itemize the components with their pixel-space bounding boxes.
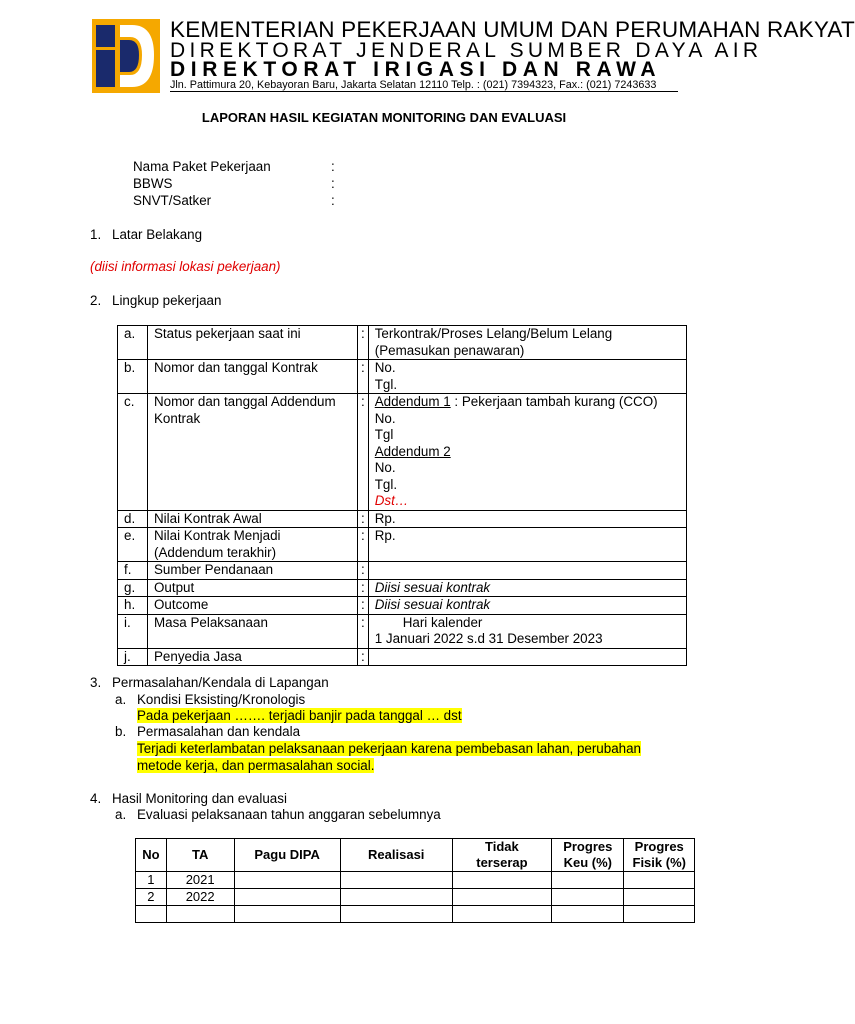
header-divider bbox=[170, 91, 678, 92]
section-number: 3. bbox=[90, 675, 102, 690]
cell-tidak-terserap bbox=[452, 906, 551, 923]
label-line: Kontrak bbox=[154, 410, 201, 426]
addendum-2-label: Addendum 2 bbox=[374, 443, 451, 459]
subsection-title-evaluasi: Evaluasi pelaksanaan tahun anggaran sebelumnya bbox=[137, 807, 441, 822]
row-value bbox=[368, 360, 686, 394]
kendala-text-line2: metode kerja, dan permasalahan social. bbox=[137, 758, 375, 773]
col-header-progres-keu bbox=[552, 839, 624, 872]
col-header-pagu: Pagu DIPA bbox=[234, 839, 340, 872]
col-header-ta: TA bbox=[166, 839, 234, 872]
addendum-1-label: Addendum 1 bbox=[374, 394, 451, 409]
row-sep: : bbox=[358, 360, 369, 394]
row-label: Output bbox=[148, 579, 358, 597]
table-row bbox=[118, 528, 687, 562]
subsection-title-kendala: Permasalahan dan kendala bbox=[137, 724, 301, 739]
cell-ta: 2022 bbox=[166, 889, 234, 906]
section-number: 4. bbox=[90, 791, 102, 806]
label-line: Nilai Kontrak Menjadi bbox=[154, 528, 281, 543]
row-value bbox=[368, 562, 686, 580]
row-sep: : bbox=[358, 579, 369, 597]
cell-progres-fisik bbox=[624, 872, 695, 889]
cell-ta: 2021 bbox=[166, 872, 234, 889]
ministry-logo bbox=[92, 19, 160, 93]
row-label: Masa Pelaksanaan bbox=[148, 614, 358, 648]
header-ministry: KEMENTERIAN PEKERJAAN UMUM DAN PERUMAHAN RAKYAT bbox=[170, 17, 855, 42]
row-sep: : bbox=[358, 648, 369, 666]
row-value bbox=[368, 394, 686, 511]
identity-sep: : bbox=[331, 193, 335, 208]
row-value bbox=[368, 648, 686, 666]
cell-progres-keu bbox=[552, 872, 624, 889]
addendum-2-number: No. bbox=[374, 460, 396, 475]
cell-no: 2 bbox=[136, 889, 167, 906]
label-line: (Addendum terakhir) bbox=[154, 544, 277, 560]
evaluation-table bbox=[135, 838, 695, 923]
col-header-realisasi: Realisasi bbox=[340, 839, 452, 872]
row-sep: : bbox=[358, 394, 369, 511]
duration-range: 1 Januari 2022 s.d 31 Desember 2023 bbox=[374, 631, 603, 646]
row-label: Nomor dan tanggal Kontrak bbox=[148, 360, 358, 394]
row-letter: j. bbox=[118, 648, 148, 666]
row-value: Diisi sesuai kontrak bbox=[368, 597, 686, 615]
cell-realisasi bbox=[340, 889, 452, 906]
row-label: Outcome bbox=[148, 597, 358, 615]
section-number: 2. bbox=[90, 293, 102, 308]
row-label: Sumber Pendanaan bbox=[148, 562, 358, 580]
row-value: Diisi sesuai kontrak bbox=[368, 579, 686, 597]
table-row bbox=[136, 906, 695, 923]
table-row bbox=[118, 597, 687, 615]
addendum-1-date: Tgl bbox=[374, 427, 394, 442]
header-directorate-general: DIREKTORAT JENDERAL SUMBER DAYA AIR bbox=[170, 39, 763, 62]
duration-unit: Hari kalender bbox=[402, 614, 483, 630]
col-header-no: No bbox=[136, 839, 167, 872]
row-sep: : bbox=[358, 510, 369, 528]
row-label: Status pekerjaan saat ini bbox=[148, 326, 358, 360]
row-letter: c. bbox=[118, 394, 148, 511]
identity-label-snvt: SNVT/Satker bbox=[133, 193, 212, 208]
kendala-text-line1: Terjadi keterlambatan pelaksanaan pekerjaan karena pembebasan lahan, perubahan bbox=[137, 741, 641, 756]
section-number: 1. bbox=[90, 227, 102, 242]
row-letter: f. bbox=[118, 562, 148, 580]
cell-pagu bbox=[234, 906, 340, 923]
table-row bbox=[118, 510, 687, 528]
row-letter: d. bbox=[118, 510, 148, 528]
row-sep: : bbox=[358, 528, 369, 562]
kondisi-text: Pada pekerjaan ……. terjadi banjir pada tanggal … dst bbox=[137, 708, 462, 723]
row-value: Rp. bbox=[368, 510, 686, 528]
identity-label-nama-paket: Nama Paket Pekerjaan bbox=[133, 159, 271, 174]
header-line: Fisik (%) bbox=[632, 855, 686, 870]
cell-progres-keu bbox=[552, 906, 624, 923]
cell-realisasi bbox=[340, 906, 452, 923]
col-header-tidak-terserap bbox=[452, 839, 551, 872]
row-letter: b. bbox=[118, 360, 148, 394]
row-letter: e. bbox=[118, 528, 148, 562]
row-letter: a. bbox=[118, 326, 148, 360]
contract-date: Tgl. bbox=[374, 376, 398, 392]
identity-sep: : bbox=[331, 176, 335, 191]
latar-belakang-note: (diisi informasi lokasi pekerjaan) bbox=[90, 259, 281, 274]
addendum-2-date: Tgl. bbox=[374, 476, 398, 492]
table-row bbox=[136, 872, 695, 889]
addendum-more: Dst… bbox=[374, 493, 409, 508]
row-sep: : bbox=[358, 614, 369, 648]
contract-number: No. bbox=[374, 360, 396, 375]
header-line: Keu (%) bbox=[563, 855, 612, 870]
table-row bbox=[118, 394, 687, 511]
label-line: Nomor dan tanggal Addendum bbox=[154, 394, 336, 409]
document-title: LAPORAN HASIL KEGIATAN MONITORING DAN EVALUASI bbox=[201, 110, 567, 125]
row-sep: : bbox=[358, 326, 369, 360]
section-title-lingkup: Lingkup pekerjaan bbox=[112, 293, 222, 308]
table-row bbox=[118, 648, 687, 666]
row-label: Nilai Kontrak Awal bbox=[148, 510, 358, 528]
row-label: Penyedia Jasa bbox=[148, 648, 358, 666]
cell-no: 1 bbox=[136, 872, 167, 889]
table-header-row bbox=[136, 839, 695, 872]
cell-progres-keu bbox=[552, 889, 624, 906]
row-value bbox=[368, 326, 686, 360]
header-address: Jln. Pattimura 20, Kebayoran Baru, Jakarta Selatan 12110 Telp. : (021) 7394323, Fax.: (021) 7243633 bbox=[170, 79, 657, 91]
header-line: Progres bbox=[634, 839, 684, 854]
subsection-title-kondisi: Kondisi Eksisting/Kronologis bbox=[137, 692, 306, 707]
cell-progres-fisik bbox=[624, 889, 695, 906]
table-row bbox=[118, 579, 687, 597]
section-title-hasil: Hasil Monitoring dan evaluasi bbox=[112, 791, 287, 806]
cell-no bbox=[136, 906, 167, 923]
cell-realisasi bbox=[340, 872, 452, 889]
cell-ta bbox=[166, 906, 234, 923]
cell-pagu bbox=[234, 889, 340, 906]
row-sep: : bbox=[358, 597, 369, 615]
scope-table bbox=[117, 325, 687, 666]
cell-pagu bbox=[234, 872, 340, 889]
identity-label-bbws: BBWS bbox=[133, 176, 173, 191]
cell-tidak-terserap bbox=[452, 872, 551, 889]
table-row bbox=[118, 562, 687, 580]
section-title-permasalahan: Permasalahan/Kendala di Lapangan bbox=[112, 675, 329, 690]
row-label bbox=[148, 394, 358, 511]
table-row bbox=[118, 360, 687, 394]
header-line: Progres bbox=[563, 839, 613, 854]
header-line: Tidak bbox=[485, 839, 519, 854]
table-row bbox=[118, 326, 687, 360]
row-letter: h. bbox=[118, 597, 148, 615]
row-letter: g. bbox=[118, 579, 148, 597]
subsection-letter: a. bbox=[115, 692, 127, 707]
addendum-1-desc: : Pekerjaan tambah kurang (CCO) bbox=[450, 394, 658, 409]
cell-progres-fisik bbox=[624, 906, 695, 923]
header-line: terserap bbox=[476, 855, 528, 870]
identity-sep: : bbox=[331, 159, 335, 174]
subsection-letter: b. bbox=[115, 724, 127, 739]
table-row bbox=[136, 889, 695, 906]
addendum-1-number: No. bbox=[374, 410, 396, 426]
row-value: Rp. bbox=[368, 528, 686, 562]
table-row bbox=[118, 614, 687, 648]
row-sep: : bbox=[358, 562, 369, 580]
cell-tidak-terserap bbox=[452, 889, 551, 906]
status-note: (Pemasukan penawaran) bbox=[374, 342, 525, 358]
subsection-letter: a. bbox=[115, 807, 127, 822]
row-letter: i. bbox=[118, 614, 148, 648]
section-title-latar-belakang: Latar Belakang bbox=[112, 227, 203, 242]
header-directorate: DIREKTORAT IRIGASI DAN RAWA bbox=[170, 58, 662, 81]
row-label bbox=[148, 528, 358, 562]
status-options: Terkontrak/Proses Lelang/Belum Lelang bbox=[374, 326, 613, 341]
col-header-progres-fisik bbox=[624, 839, 695, 872]
row-value bbox=[368, 614, 686, 648]
